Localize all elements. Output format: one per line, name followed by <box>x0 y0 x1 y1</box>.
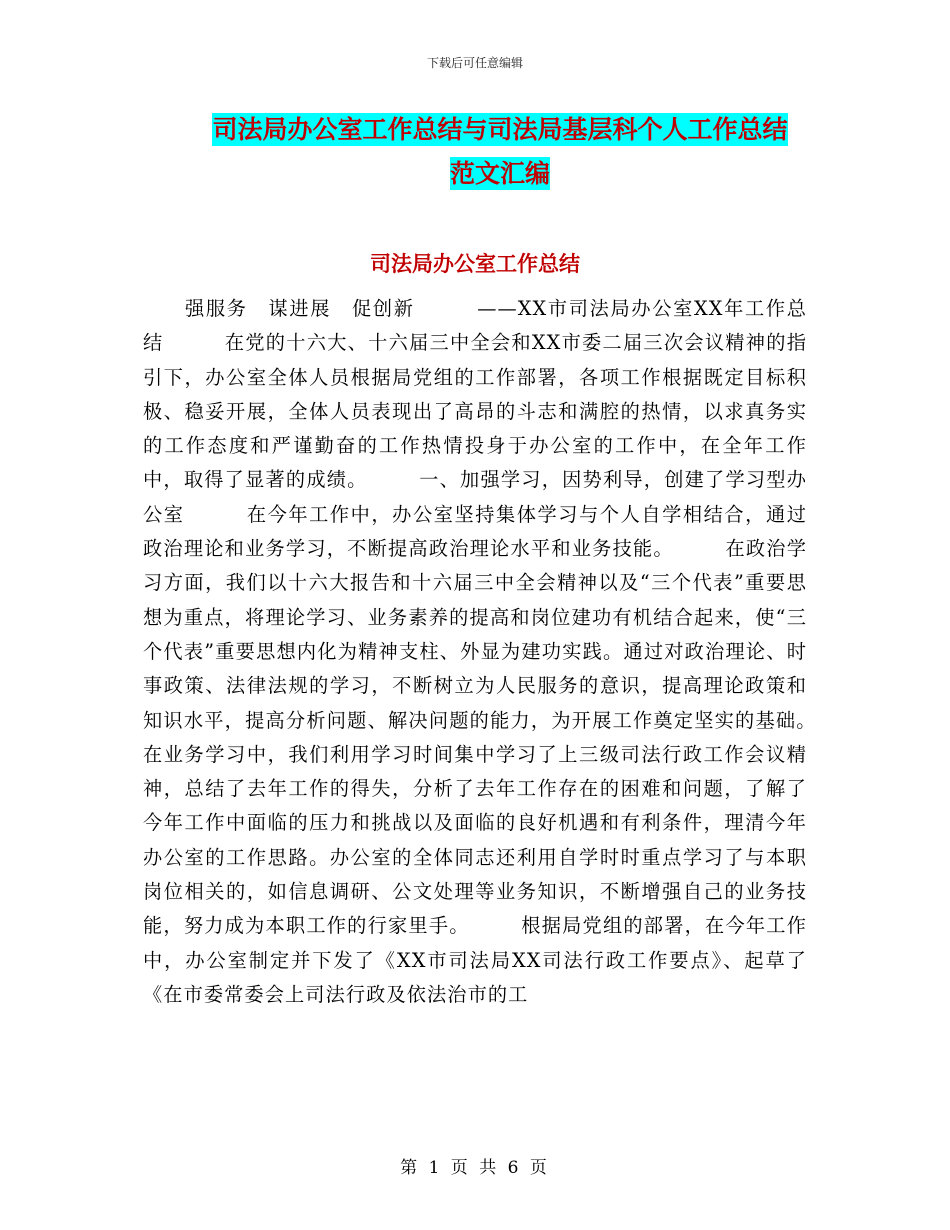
page-header-note: 下载后可任意编辑 <box>426 56 523 70</box>
body-paragraph: 强服务 谋进展 促创新 ——XX市司法局办公室XX年工作总结 在党的十六大、十六届三中全会和XX市委二届三次会议精神的指引下，办公室全体人员根据局党组的工作部署，各项工作根据既定目标积极、稳妥开展，全体人员表现出了高昂的斗志和满腔的热情，以求真务实的工作态度和严谨勤奋的工作热情投身于办公室的工作中，在全年工作中，取得了显著的成绩。 一、加强学习，因势利导，创建了学习型办公室 在今年工作中，办公室坚持集体学习与个人自学相结合，通过政治理论和业务学习，不断提高政治理论水平和业务技能。 在政治学习方面，我们以十六大报告和十六届三中全会精神以及“三个代表”重要思想为重点，将理论学习、业务素养的提高和岗位建功有机结合起来，使“三个代表”重要思想内化为精神支柱、外显为建功实践。通过对政治理论、时事政策、法律法规的学习，不断树立为人民服务的意识，提高理论政策和知识水平，提高分析问题、解决问题的能力，为开展工作奠定坚实的基础。 在业务学习中，我们利用学习时间集中学习了上三级司法行政工作会议精神，总结了去年工作的得失，分析了去年工作存在的困难和问题，了解了今年工作中面临的压力和挑战以及面临的良好机遇和有利条件，理清今年办公室的工作思路。办公室的全体同志还利用自学时时重点学习了与本职岗位相关的，如信息调研、公文处理等业务知识，不断增强自己的业务技能，努力成为本职工作的行家里手。 根据局党组的部署，在今年工作中，办公室制定并下发了《XX市司法局XX司法行政工作要点》、起草了《在市委常委会上司法行政及依法治市的工 <box>143 297 868 1006</box>
document-title-line-2: 范文汇编 <box>449 159 550 188</box>
document-title <box>140 108 860 196</box>
document-title-line-1: 司法局办公室工作总结与司法局基层科个人工作总结 <box>212 115 788 144</box>
page-number-footer: 第 1 页 共 6 页 <box>400 1158 550 1178</box>
section-title: 司法局办公室工作总结 <box>370 251 580 276</box>
